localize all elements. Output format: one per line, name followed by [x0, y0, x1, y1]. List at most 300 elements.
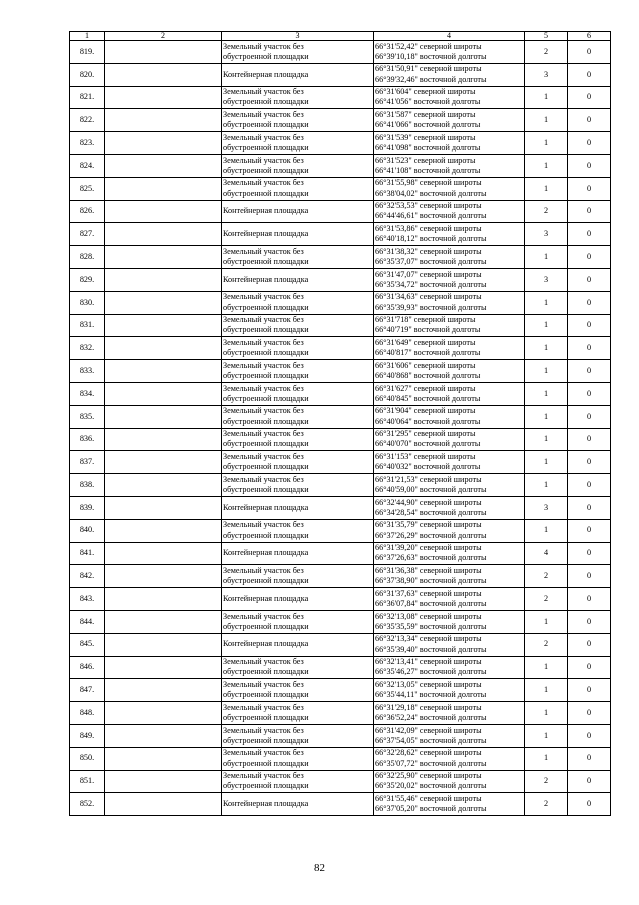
- row-owner: [105, 314, 222, 337]
- coordinate-line: 66°41'098" восточной долготы: [375, 143, 481, 153]
- row-container-count: 1: [525, 109, 568, 132]
- row-number: 839.: [70, 496, 105, 519]
- row-container-count: 1: [525, 610, 568, 633]
- site-type-line: обустроенной площадки: [223, 143, 309, 153]
- coordinate-line: 66°35'39,40" восточной долготы: [375, 644, 487, 654]
- row-site-type: [222, 246, 374, 269]
- table-row: [70, 724, 611, 747]
- row-number: 822.: [70, 109, 105, 132]
- row-number: 823.: [70, 132, 105, 155]
- row-coordinates: [374, 747, 525, 770]
- row-site-type: [222, 793, 374, 816]
- table-row: [70, 747, 611, 770]
- row-owner: [105, 246, 222, 269]
- row-volume: 0: [568, 200, 611, 223]
- row-coordinates: [374, 656, 525, 679]
- row-site-type: [222, 770, 374, 793]
- row-number: 825.: [70, 177, 105, 200]
- row-owner: [105, 451, 222, 474]
- row-number: 838.: [70, 474, 105, 497]
- table-row: [70, 314, 611, 337]
- coordinate-line: 66°32'44,90" северной широты: [375, 497, 482, 507]
- row-site-type: [222, 268, 374, 291]
- site-type-line: обустроенной площадки: [223, 621, 309, 631]
- row-coordinates: [374, 268, 525, 291]
- row-container-count: 1: [525, 519, 568, 542]
- table-row: [70, 132, 611, 155]
- row-container-count: 1: [525, 86, 568, 109]
- site-type-line: Земельный участок без: [223, 657, 304, 667]
- row-volume: 0: [568, 314, 611, 337]
- row-container-count: 1: [525, 474, 568, 497]
- row-site-type: [222, 474, 374, 497]
- row-site-type: [222, 588, 374, 611]
- row-number: 845.: [70, 633, 105, 656]
- row-coordinates: [374, 724, 525, 747]
- table-row: [70, 633, 611, 656]
- row-volume: 0: [568, 633, 611, 656]
- row-owner: [105, 223, 222, 246]
- coordinate-line: 66°36'07,84" восточной долготы: [375, 599, 487, 609]
- row-container-count: 1: [525, 747, 568, 770]
- table-row: [70, 656, 611, 679]
- coordinate-line: 66°31'55,46" северной широты: [375, 793, 482, 803]
- row-owner: [105, 542, 222, 565]
- site-type-line: Земельный участок без: [223, 565, 304, 575]
- coordinate-line: 66°37'54,05" восточной долготы: [375, 735, 487, 745]
- row-container-count: 2: [525, 200, 568, 223]
- table-row: [70, 405, 611, 428]
- site-type-line: обустроенной площадки: [223, 188, 309, 198]
- coordinate-line: 66°40'59,00" восточной долготы: [375, 485, 487, 495]
- row-site-type: [222, 41, 374, 64]
- coordinate-line: 66°41'066" восточной долготы: [375, 120, 481, 130]
- coordinate-line: 66°31'47,07" северной широты: [375, 269, 482, 279]
- site-type-line: Земельный участок без: [223, 679, 304, 689]
- site-type-line: обустроенной площадки: [223, 713, 309, 722]
- row-owner: [105, 63, 222, 86]
- row-owner: [105, 519, 222, 542]
- row-coordinates: [374, 63, 525, 86]
- row-owner: [105, 154, 222, 177]
- site-type-line: Контейнерная площадка: [223, 548, 309, 558]
- row-coordinates: [374, 154, 525, 177]
- row-container-count: 1: [525, 451, 568, 474]
- coordinate-line: 66°40'845" восточной долготы: [375, 393, 481, 403]
- row-owner: [105, 724, 222, 747]
- row-number: 820.: [70, 63, 105, 86]
- coordinate-line: 66°34'28,54" восточной долготы: [375, 507, 487, 517]
- site-type-line: Земельный участок без: [223, 520, 304, 530]
- table-header: [70, 32, 611, 41]
- table-row: [70, 109, 611, 132]
- site-type-line: обустроенной площадки: [223, 302, 309, 312]
- row-coordinates: [374, 428, 525, 451]
- row-coordinates: [374, 405, 525, 428]
- row-owner: [105, 496, 222, 519]
- row-coordinates: [374, 519, 525, 542]
- row-site-type: [222, 132, 374, 155]
- coordinate-line: 66°35'07,72" восточной долготы: [375, 758, 487, 768]
- row-site-type: [222, 223, 374, 246]
- row-coordinates: [374, 542, 525, 565]
- table-row: [70, 565, 611, 588]
- coordinate-line: 66°35'35,59" восточной долготы: [375, 621, 487, 631]
- row-number: 849.: [70, 724, 105, 747]
- site-type-line: обустроенной площадки: [223, 97, 309, 107]
- site-type-line: Земельный участок без: [223, 178, 304, 188]
- coordinate-line: 66°31'587" северной широты: [375, 109, 476, 119]
- site-type-line: обустроенной площадки: [223, 690, 309, 700]
- row-volume: 0: [568, 360, 611, 383]
- row-owner: [105, 656, 222, 679]
- coordinate-line: 66°36'52,24" восточной долготы: [375, 713, 487, 722]
- row-volume: 0: [568, 542, 611, 565]
- row-coordinates: [374, 474, 525, 497]
- row-site-type: [222, 109, 374, 132]
- row-volume: 0: [568, 451, 611, 474]
- header-col-3: 3: [222, 32, 374, 41]
- site-type-line: обустроенной площадки: [223, 120, 309, 130]
- row-coordinates: [374, 246, 525, 269]
- table-row: [70, 154, 611, 177]
- row-coordinates: [374, 793, 525, 816]
- row-site-type: [222, 405, 374, 428]
- row-number: 835.: [70, 405, 105, 428]
- row-container-count: 1: [525, 246, 568, 269]
- coordinate-line: 66°31'649" северной широты: [375, 337, 476, 347]
- coordinate-line: 66°31'36,38" северной широты: [375, 565, 482, 575]
- site-type-line: обустроенной площадки: [223, 393, 309, 403]
- data-table: [69, 31, 611, 816]
- table-row: [70, 610, 611, 633]
- row-container-count: 1: [525, 382, 568, 405]
- row-number: 827.: [70, 223, 105, 246]
- row-number: 832.: [70, 337, 105, 360]
- site-type-line: Земельный участок без: [223, 725, 304, 735]
- row-volume: 0: [568, 679, 611, 702]
- row-container-count: 2: [525, 41, 568, 64]
- row-owner: [105, 747, 222, 770]
- row-volume: 0: [568, 610, 611, 633]
- row-container-count: 1: [525, 679, 568, 702]
- site-type-line: обустроенной площадки: [223, 165, 309, 175]
- coordinate-line: 66°31'35,79" северной широты: [375, 520, 482, 530]
- row-owner: [105, 268, 222, 291]
- row-container-count: 2: [525, 565, 568, 588]
- coordinate-line: 66°32'25,90" северной широты: [375, 771, 482, 781]
- row-site-type: [222, 382, 374, 405]
- coordinate-line: 66°31'627" северной широты: [375, 383, 476, 393]
- table-row: [70, 41, 611, 64]
- coordinate-line: 66°37'26,63" восточной долготы: [375, 553, 487, 563]
- row-coordinates: [374, 314, 525, 337]
- coordinate-line: 66°37'05,20" восточной долготы: [375, 804, 487, 814]
- table-row: [70, 588, 611, 611]
- table-row: [70, 428, 611, 451]
- row-coordinates: [374, 633, 525, 656]
- coordinate-line: 66°31'55,98" северной широты: [375, 178, 482, 188]
- row-number: 846.: [70, 656, 105, 679]
- row-owner: [105, 382, 222, 405]
- table-row: [70, 793, 611, 816]
- row-owner: [105, 41, 222, 64]
- row-volume: 0: [568, 132, 611, 155]
- row-owner: [105, 132, 222, 155]
- row-volume: 0: [568, 496, 611, 519]
- coordinate-line: 66°32'13,41" северной широты: [375, 657, 482, 667]
- site-type-line: Земельный участок без: [223, 246, 304, 256]
- row-container-count: 1: [525, 291, 568, 314]
- coordinate-line: 66°31'37,63" северной широты: [375, 588, 482, 598]
- coordinate-line: 66°31'21,53" северной широты: [375, 474, 482, 484]
- row-number: 829.: [70, 268, 105, 291]
- row-site-type: [222, 656, 374, 679]
- row-owner: [105, 86, 222, 109]
- coordinate-line: 66°44'46,61" восточной долготы: [375, 211, 487, 221]
- row-container-count: 1: [525, 405, 568, 428]
- row-coordinates: [374, 177, 525, 200]
- row-owner: [105, 770, 222, 793]
- site-type-line: обустроенной площадки: [223, 735, 309, 745]
- row-volume: 0: [568, 724, 611, 747]
- row-container-count: 3: [525, 223, 568, 246]
- site-type-line: обустроенной площадки: [223, 348, 309, 358]
- site-type-line: Земельный участок без: [223, 771, 304, 781]
- row-number: 821.: [70, 86, 105, 109]
- site-type-line: обустроенной площадки: [223, 667, 309, 677]
- table-row: [70, 86, 611, 109]
- table-row: [70, 702, 611, 725]
- site-type-line: обустроенной площадки: [223, 485, 309, 495]
- row-coordinates: [374, 291, 525, 314]
- coordinate-line: 66°39'32,46" восточной долготы: [375, 74, 487, 84]
- row-coordinates: [374, 337, 525, 360]
- header-col-1: 1: [70, 32, 105, 41]
- site-type-line: Земельный участок без: [223, 87, 304, 97]
- coordinate-line: 66°31'295" северной широты: [375, 429, 476, 439]
- coordinate-line: 66°40'18,12" восточной долготы: [375, 234, 487, 244]
- table-row: [70, 496, 611, 519]
- row-volume: 0: [568, 747, 611, 770]
- table-body: [70, 41, 611, 816]
- row-number: 833.: [70, 360, 105, 383]
- row-number: 847.: [70, 679, 105, 702]
- table-row: [70, 246, 611, 269]
- table-row: [70, 268, 611, 291]
- table-row: [70, 223, 611, 246]
- site-type-line: Контейнерная площадка: [223, 593, 309, 603]
- row-owner: [105, 291, 222, 314]
- site-type-line: обустроенной площадки: [223, 781, 309, 791]
- coordinate-line: 66°31'153" северной широты: [375, 451, 476, 461]
- coordinate-line: 66°31'34,63" северной широты: [375, 292, 482, 302]
- coordinate-line: 66°31'50,91" северной широты: [375, 64, 482, 74]
- row-container-count: 1: [525, 132, 568, 155]
- row-owner: [105, 337, 222, 360]
- site-type-line: Земельный участок без: [223, 383, 304, 393]
- row-coordinates: [374, 496, 525, 519]
- row-volume: 0: [568, 337, 611, 360]
- row-number: 840.: [70, 519, 105, 542]
- row-container-count: 1: [525, 177, 568, 200]
- row-volume: 0: [568, 565, 611, 588]
- table-row: [70, 177, 611, 200]
- site-type-line: Земельный участок без: [223, 337, 304, 347]
- row-number: 844.: [70, 610, 105, 633]
- row-coordinates: [374, 565, 525, 588]
- row-site-type: [222, 428, 374, 451]
- site-type-line: обустроенной площадки: [223, 530, 309, 540]
- row-number: 841.: [70, 542, 105, 565]
- site-type-line: Земельный участок без: [223, 132, 304, 142]
- row-number: 834.: [70, 382, 105, 405]
- site-type-line: Земельный участок без: [223, 292, 304, 302]
- row-number: 851.: [70, 770, 105, 793]
- site-type-line: обустроенной площадки: [223, 257, 309, 267]
- row-container-count: 1: [525, 656, 568, 679]
- row-owner: [105, 793, 222, 816]
- row-container-count: 2: [525, 633, 568, 656]
- row-owner: [105, 702, 222, 725]
- coordinate-line: 66°31'523" северной широты: [375, 155, 476, 165]
- row-volume: 0: [568, 770, 611, 793]
- row-container-count: 1: [525, 702, 568, 725]
- row-coordinates: [374, 451, 525, 474]
- row-owner: [105, 109, 222, 132]
- row-owner: [105, 405, 222, 428]
- row-coordinates: [374, 360, 525, 383]
- row-volume: 0: [568, 405, 611, 428]
- coordinate-line: 66°31'42,09" северной широты: [375, 725, 482, 735]
- row-owner: [105, 679, 222, 702]
- coordinate-line: 66°40'070" восточной долготы: [375, 439, 481, 449]
- coordinate-line: 66°31'539" северной широты: [375, 132, 476, 142]
- row-number: 850.: [70, 747, 105, 770]
- row-volume: 0: [568, 382, 611, 405]
- site-type-line: Контейнерная площадка: [223, 502, 309, 512]
- row-container-count: 1: [525, 337, 568, 360]
- site-type-line: Земельный участок без: [223, 155, 304, 165]
- row-container-count: 1: [525, 428, 568, 451]
- coordinate-line: 66°40'817" восточной долготы: [375, 348, 481, 358]
- row-coordinates: [374, 588, 525, 611]
- row-container-count: 2: [525, 588, 568, 611]
- row-coordinates: [374, 200, 525, 223]
- site-type-line: обустроенной площадки: [223, 371, 309, 381]
- site-type-line: Земельный участок без: [223, 406, 304, 416]
- coordinate-line: 66°40'868" восточной долготы: [375, 371, 481, 381]
- row-site-type: [222, 63, 374, 86]
- row-owner: [105, 360, 222, 383]
- row-site-type: [222, 200, 374, 223]
- table-row: [70, 770, 611, 793]
- row-coordinates: [374, 610, 525, 633]
- row-number: 836.: [70, 428, 105, 451]
- coordinate-line: 66°35'39,93" восточной долготы: [375, 302, 487, 312]
- coordinate-line: 66°31'39,20" северной широты: [375, 543, 482, 553]
- row-number: 848.: [70, 702, 105, 725]
- row-site-type: [222, 291, 374, 314]
- coordinate-line: 66°32'13,08" северной широты: [375, 611, 482, 621]
- coordinate-line: 66°32'28,62" северной широты: [375, 748, 482, 758]
- site-type-line: Контейнерная площадка: [223, 229, 309, 239]
- row-coordinates: [374, 382, 525, 405]
- coordinate-line: 66°31'29,18" северной широты: [375, 702, 482, 712]
- row-owner: [105, 610, 222, 633]
- row-container-count: 2: [525, 770, 568, 793]
- table-row: [70, 291, 611, 314]
- row-volume: 0: [568, 41, 611, 64]
- site-type-line: Земельный участок без: [223, 41, 304, 51]
- coordinate-line: 66°35'34,72" восточной долготы: [375, 279, 487, 289]
- row-number: 837.: [70, 451, 105, 474]
- row-number: 842.: [70, 565, 105, 588]
- row-owner: [105, 474, 222, 497]
- row-volume: 0: [568, 154, 611, 177]
- row-site-type: [222, 565, 374, 588]
- row-coordinates: [374, 109, 525, 132]
- row-container-count: 3: [525, 496, 568, 519]
- row-number: 828.: [70, 246, 105, 269]
- row-container-count: 3: [525, 268, 568, 291]
- coordinate-line: 66°41'108" восточной долготы: [375, 165, 481, 175]
- row-number: 830.: [70, 291, 105, 314]
- row-container-count: 4: [525, 542, 568, 565]
- site-type-line: Контейнерная площадка: [223, 639, 309, 649]
- row-volume: 0: [568, 588, 611, 611]
- row-number: 852.: [70, 793, 105, 816]
- row-owner: [105, 428, 222, 451]
- site-type-line: обустроенной площадки: [223, 576, 309, 586]
- coordinate-line: 66°38'04,02" восточной долготы: [375, 188, 487, 198]
- site-type-line: Контейнерная площадка: [223, 206, 309, 216]
- site-type-line: обустроенной площадки: [223, 51, 309, 61]
- row-container-count: 3: [525, 63, 568, 86]
- row-container-count: 1: [525, 724, 568, 747]
- header-col-2: 2: [105, 32, 222, 41]
- coordinate-line: 66°35'44,11" восточной долготы: [375, 690, 487, 700]
- row-container-count: 1: [525, 360, 568, 383]
- site-type-line: Земельный участок без: [223, 429, 304, 439]
- row-site-type: [222, 496, 374, 519]
- row-coordinates: [374, 41, 525, 64]
- site-type-line: обустроенной площадки: [223, 758, 309, 768]
- site-type-line: обустроенной площадки: [223, 325, 309, 335]
- row-volume: 0: [568, 428, 611, 451]
- coordinate-line: 66°37'38,90" восточной долготы: [375, 576, 487, 586]
- site-type-line: обустроенной площадки: [223, 416, 309, 426]
- row-volume: 0: [568, 246, 611, 269]
- table-row: [70, 200, 611, 223]
- row-volume: 0: [568, 109, 611, 132]
- coordinate-line: 66°31'604" северной широты: [375, 87, 476, 97]
- site-type-line: Земельный участок без: [223, 109, 304, 119]
- row-site-type: [222, 724, 374, 747]
- site-type-line: Контейнерная площадка: [223, 799, 309, 809]
- site-type-line: Земельный участок без: [223, 748, 304, 758]
- row-site-type: [222, 702, 374, 725]
- table-row: [70, 63, 611, 86]
- coordinate-line: 66°40'032" восточной долготы: [375, 462, 481, 472]
- row-volume: 0: [568, 474, 611, 497]
- coordinate-line: 66°40'064" восточной долготы: [375, 416, 481, 426]
- row-volume: 0: [568, 656, 611, 679]
- coordinate-line: 66°31'38,32" северной широты: [375, 246, 482, 256]
- row-owner: [105, 177, 222, 200]
- site-type-line: обустроенной площадки: [223, 439, 309, 449]
- row-volume: 0: [568, 63, 611, 86]
